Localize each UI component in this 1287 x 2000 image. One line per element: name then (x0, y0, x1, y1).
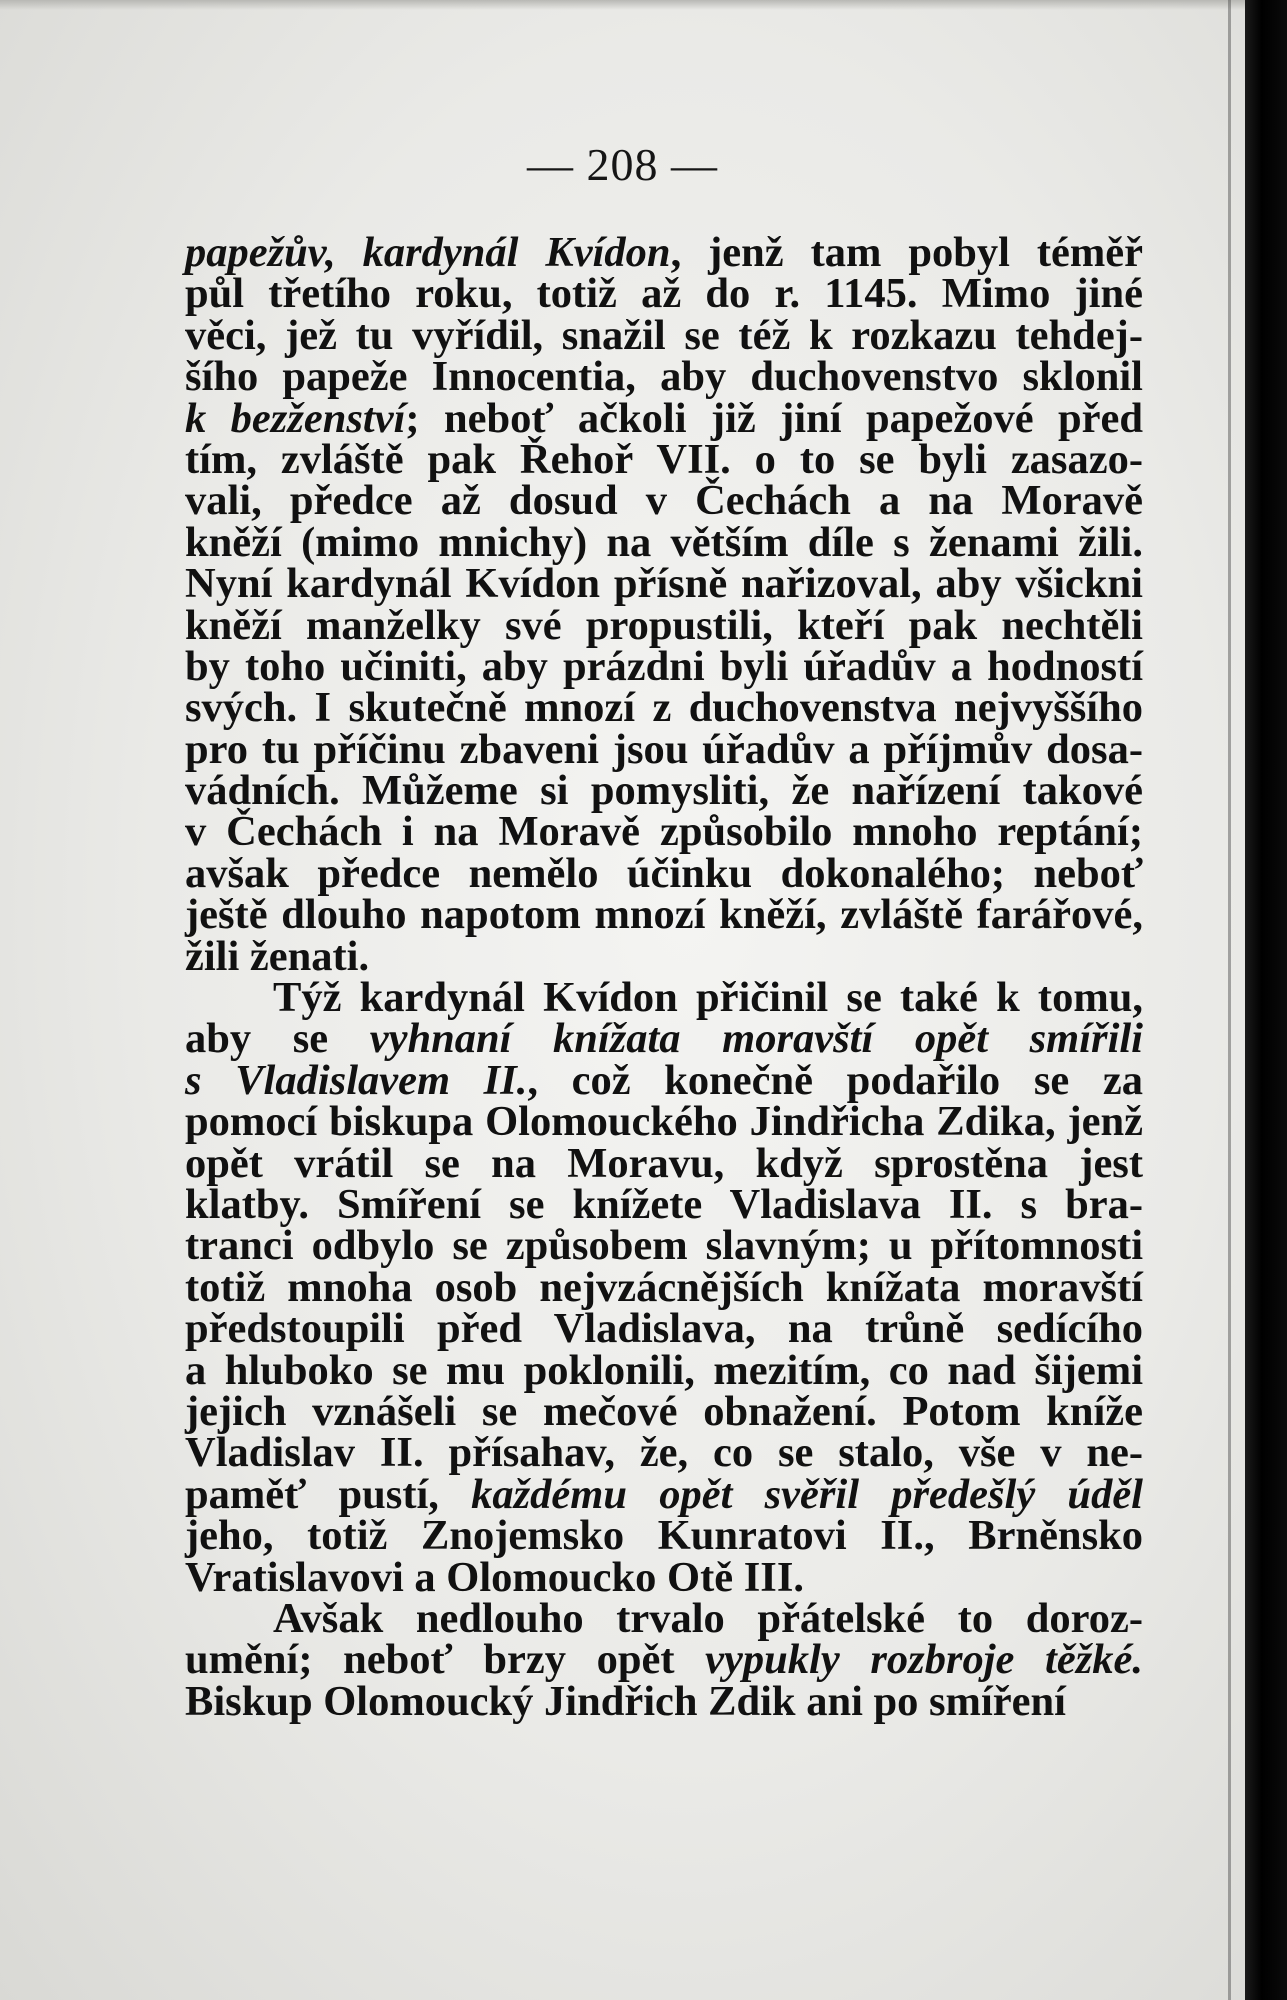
text-segment: Vladislav II. přísahav, že, co se stalo, vše v ne- (185, 1429, 1143, 1477)
text-segment: a hluboko se mu poklonili, mezitím, co nad šijemi (185, 1346, 1143, 1394)
text-segment: Týž kardynál Kvídon přičinil se také k tomu, (273, 974, 1143, 1022)
text-line (185, 560, 1143, 608)
text-line (185, 1677, 1143, 1725)
text-segment: jeho, totiž Znojemsko Kunratovi II., Brněnsko (185, 1512, 1143, 1560)
text-segment: by toho učiniti, aby prázdni byli úřadův a hodností (185, 642, 1143, 690)
text-line (185, 891, 1143, 939)
text-line (185, 229, 1143, 276)
text-segment: ; neboť ačkoli již jiní papežové před (405, 394, 1143, 442)
text-segment: tranci odbylo se způsobem slavným; u přítomnosti (185, 1222, 1143, 1270)
text-segment: pomocí biskupa Olomouckého Jindřicha Zdika, jenž (185, 1098, 1143, 1146)
italic-text: každému opět svěřil předešlý úděl (471, 1470, 1143, 1518)
text-line (185, 932, 1143, 980)
text-line (185, 1470, 1143, 1518)
text-line (185, 1098, 1143, 1146)
italic-text: vyhnaní knížata moravští opět smířili (369, 1015, 1143, 1063)
text-segment: avšak předce nemělo účinku dokonalého; neboť (185, 849, 1143, 897)
italic-text: papežův, kardynál Kvídon (185, 229, 671, 276)
text-line (185, 270, 1143, 318)
text-line (185, 477, 1143, 525)
text-segment: jejich vznášeli se mečové obnažení. Potom kníže (185, 1387, 1143, 1435)
text-segment: klatby. Smíření se knížete Vladislava II. s bra- (185, 1180, 1143, 1228)
text-line (185, 601, 1143, 649)
italic-text: k bezženství (185, 394, 406, 442)
text-line (185, 394, 1143, 442)
text-line (185, 849, 1143, 897)
text-segment: totiž mnoha osob nejvzácnějších knížata moravští (185, 1263, 1143, 1311)
text-segment: svých. I skutečně mnozí z duchovenstva nejvyššího (185, 684, 1143, 732)
text-line (185, 725, 1143, 773)
text-segment: Nyní kardynál Kvídon přísně nařizoval, aby všickni (185, 560, 1143, 608)
italic-text: vypukly rozbroje těžké. (705, 1636, 1144, 1684)
text-line (185, 1139, 1143, 1187)
text-segment: opět vrátil se na Moravu, když sprostěna jest (185, 1139, 1143, 1187)
text-line (185, 1429, 1143, 1477)
text-segment: tím, zvláště pak Řehoř VII. o to se byli zasazo- (185, 435, 1143, 483)
text-line (185, 1387, 1143, 1435)
text-segment: věci, jež tu vyřídil, snažil se též k rozkazu tehdej- (185, 311, 1143, 359)
text-segment: předstoupili před Vladislava, na trůně sedícího (185, 1305, 1143, 1353)
text-segment: vali, předce až dosud v Čechách a na Moravě (185, 477, 1143, 525)
text-segment: Vratislavovi a Olomoucko Otě III. (185, 1553, 804, 1601)
text-line (185, 1512, 1143, 1560)
text-line (185, 1056, 1143, 1104)
text-line (185, 1222, 1143, 1270)
text-line (185, 767, 1143, 815)
text-segment: , což konečně podařilo se za (527, 1056, 1143, 1104)
text-segment: paměť pustí, (185, 1470, 472, 1518)
text-line (185, 1346, 1143, 1394)
text-line (185, 684, 1143, 732)
text-segment: pro tu příčinu zbaveni jsou úřadův a příjmův dosa- (185, 725, 1143, 773)
text-line (185, 1305, 1143, 1353)
text-line (185, 1594, 1143, 1642)
text-line (185, 435, 1143, 483)
italic-text: s Vladislavem II. (185, 1056, 528, 1104)
scan-border-right (1245, 0, 1287, 2000)
text-segment: žili ženati. (185, 932, 370, 980)
text-line (185, 1180, 1143, 1228)
text-line (185, 1015, 1143, 1063)
text-segment: v Čechách i na Moravě způsobilo mnoho reptání; (185, 808, 1143, 856)
text-segment: Biskup Olomoucký Jindřich Zdik ani po smíření (185, 1677, 1066, 1725)
text-line (185, 642, 1143, 690)
text-segment: ještě dlouho napotom mnozí kněží, zvláště farářové, (185, 891, 1143, 939)
text-line (185, 518, 1143, 566)
text-line (185, 1636, 1144, 1684)
page-top-shadow (0, 0, 1245, 10)
text-segment: kněží manželky své propustili, kteří pak nechtěli (185, 601, 1143, 649)
text-segment: kněží (mimo mnichy) na větším díle s ženami žili. (185, 518, 1143, 566)
text-line (185, 353, 1143, 401)
text-line (185, 1553, 1143, 1601)
text-line (185, 311, 1143, 359)
text-segment: umění; neboť brzy opět (185, 1636, 706, 1684)
page-body-text (185, 229, 1144, 1725)
text-line (185, 974, 1143, 1022)
page-number: — 208 — (527, 139, 718, 190)
text-line (185, 1263, 1143, 1311)
text-segment: půl třetího roku, totiž až do r. 1145. Mimo jiné (185, 270, 1143, 318)
text-segment: vádních. Můžeme si pomysliti, že nařízení takové (185, 767, 1143, 815)
text-segment: aby se (185, 1015, 370, 1063)
text-segment: šího papeže Innocentia, aby duchovenstvo sklonil (185, 353, 1143, 401)
text-line (185, 808, 1143, 856)
text-segment: , jenž tam pobyl téměř (670, 229, 1143, 276)
page-edge-line (1228, 0, 1231, 2000)
text-segment: Avšak nedlouho trvalo přátelské to doroz- (273, 1594, 1143, 1642)
